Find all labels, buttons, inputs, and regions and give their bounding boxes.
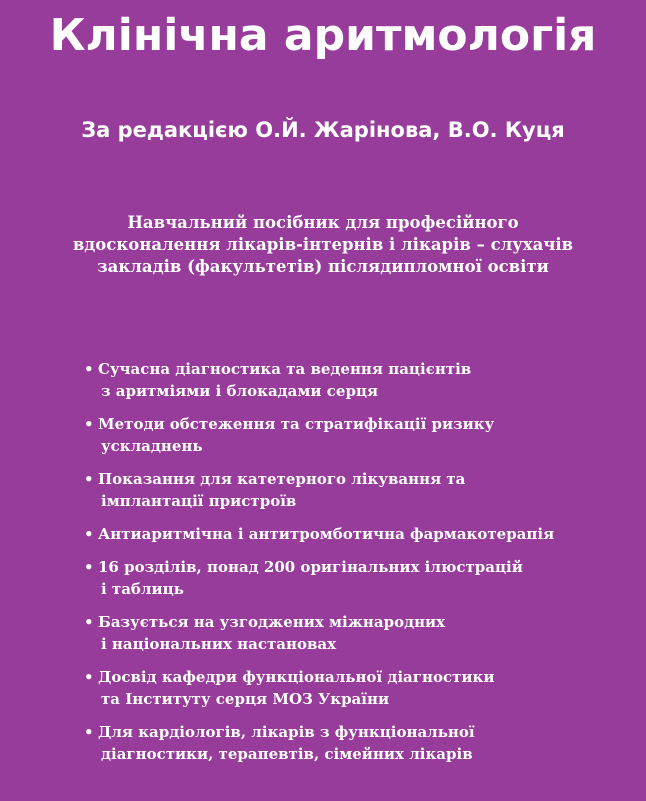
feature-item	[84, 523, 614, 545]
feature-item	[84, 611, 614, 655]
bullet-icon: •	[84, 470, 94, 488]
feature-text: з аритміями і блокадами серця	[101, 382, 379, 400]
bullet-icon: •	[84, 558, 94, 576]
feature-item	[84, 358, 614, 402]
bullet-icon: •	[84, 613, 94, 631]
bullet-icon: •	[84, 723, 94, 741]
bullet-icon: •	[84, 525, 94, 543]
feature-item	[84, 666, 614, 710]
feature-text: і таблиць	[101, 580, 184, 598]
feature-list	[84, 358, 614, 776]
subtitle-line: вдосконалення лікарів-інтернів і лікарів – слухачів	[72, 235, 574, 254]
bullet-icon: •	[84, 668, 94, 686]
feature-text: та Інституту серця МОЗ України	[101, 690, 390, 708]
feature-item	[84, 413, 614, 457]
feature-text: Показання для катетерного лікування та	[98, 470, 466, 488]
book-editors: За редакцією О.Й. Жарінова, В.О. Куця	[81, 118, 565, 142]
feature-text: Методи обстеження та стратифікації ризику	[98, 415, 495, 433]
feature-text: Досвід кафедри функціональної діагностики	[98, 668, 495, 686]
book-title: Клінічна аритмологія	[49, 10, 597, 61]
feature-item	[84, 468, 614, 512]
feature-text: Базується на узгоджених міжнародних	[98, 613, 446, 631]
feature-item	[84, 556, 614, 600]
feature-text: 16 розділів, понад 200 оригінальних ілюстрацій	[98, 558, 523, 576]
bullet-icon: •	[84, 360, 94, 378]
feature-text: Сучасна діагностика та ведення пацієнтів	[98, 360, 472, 378]
feature-text: діагностики, терапевтів, сімейних лікарів	[101, 745, 473, 763]
subtitle-line: закладів (факультетів) післядипломної освіти	[97, 257, 549, 276]
feature-text: ускладнень	[101, 437, 203, 455]
subtitle-line: Навчальний посібник для професійного	[127, 213, 519, 232]
feature-text: Антиаритмічна і антитромботична фармакотерапія	[98, 525, 555, 543]
bullet-icon: •	[84, 415, 94, 433]
feature-item	[84, 721, 614, 765]
feature-text: і національних настановах	[101, 635, 337, 653]
feature-text: Для кардіологів, лікарів з функціональної	[98, 723, 475, 741]
feature-text: імплантації пристроїв	[101, 492, 297, 510]
book-subtitle	[40, 212, 606, 278]
